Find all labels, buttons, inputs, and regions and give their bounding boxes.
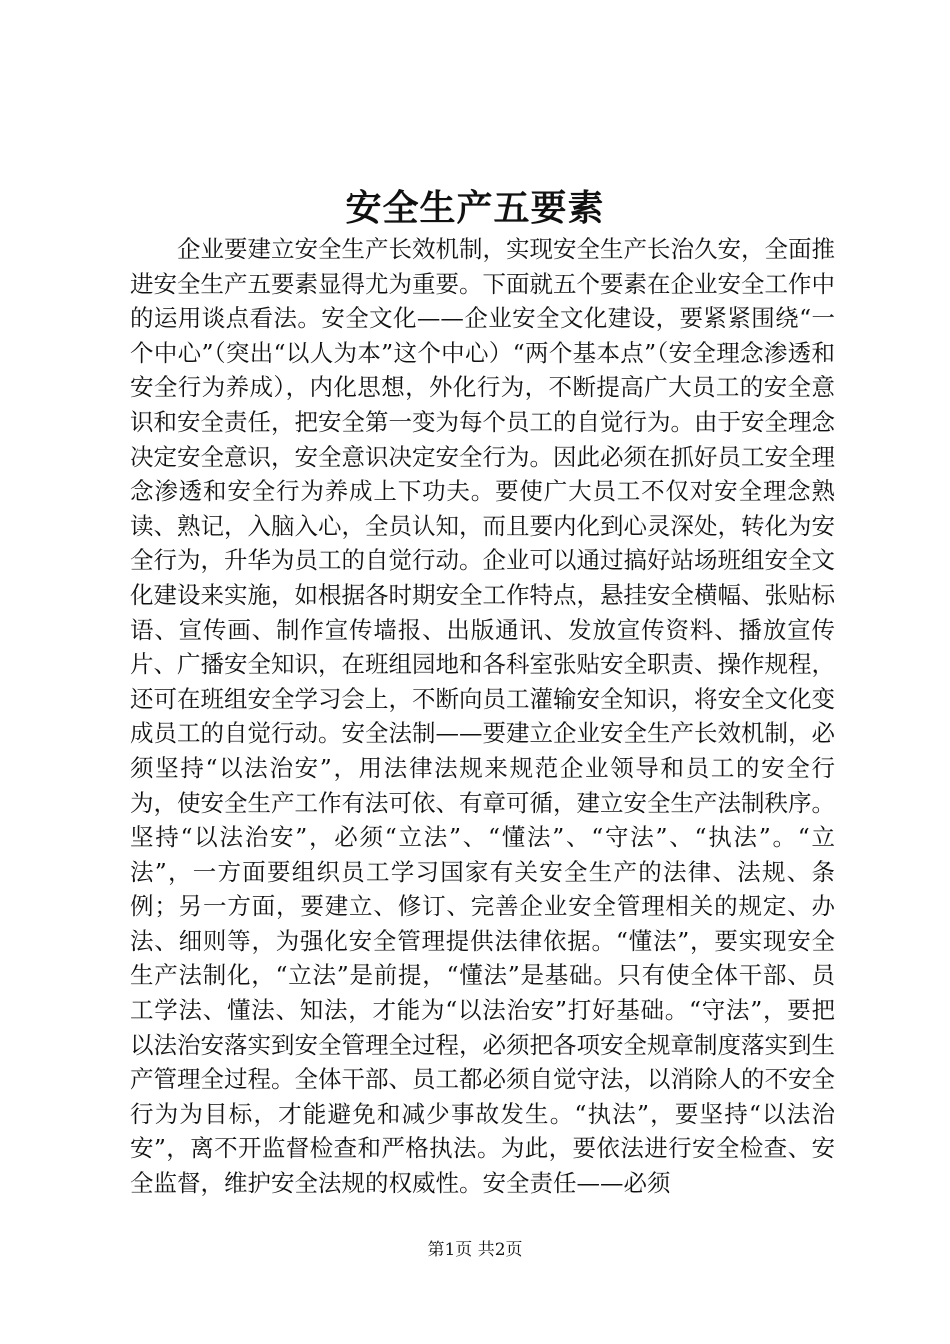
document-title: 安全生产五要素 xyxy=(345,187,605,229)
document-body: 企业要建立安全生产长效机制，实现安全生产长治久安，全面推进安全生产五要素显得尤为重要。下面就五个要素在企业安全工作中的运用谈点看法。安全文化——企业安全文化建设，要紧紧围绕“一个中心”（突出“以人为本”这个中心）“两个基本点”（安全理念渗透和安全行为养成），内化思想，外化行为，不断提高广大员工的安全意识和安全责任，把安全第一变为每个员工的自觉行为。由于安全理念决定安全意识，安全意识决定安全行为。因此必须在抓好员工安全理念渗透和安全行为养成上下功夫。要使广大员工不仅对安全理念熟读、熟记，入脑入心，全员认知，而且要内化到心灵深处，转化为安全行为，升华为员工的自觉行动。企业可以通过搞好站场班组安全文化建设来实施，如根据各时期安全工作特点，悬挂安全横幅、张贴标语、宣传画、制作宣传墙报、出版通讯、发放宣传资料、播放宣传片、广播安全知识，在班组园地和各科室张贴安全职责、操作规程，还可在班组安全学习会上，不断向员工灌输安全知识，将安全文化变成员工的自觉行动。安全法制——要建立企业安全生产长效机制，必须坚持“以法治安”，用法律法规来规范企业领导和员工的安全行为，使安全生产工作有法可依、有章可循，建立安全生产法制秩序。坚持“以法治安”，必须“立法”、“懂法”、“守法”、“执法”。“立法”，一方面要组织员工学习国家有关安全生产的法律、法规、条例；另一方面，要建立、修订、完善企业安全管理相关的规定、办法、细则等，为强化安全管理提供法律依据。“懂法”，要实现安全生产法制化，“立法”是前提，“懂法”是基础。只有使全体干部、员工学法、懂法、知法，才能为“以法治安”打好基础。“守法”，要把以法治安落实到安全管理全过程，必须把各项安全规章制度落实到生产管理全过程。全体干部、员工都必须自觉守法，以消除人的不安全行为为目标，才能避免和减少事故发生。“执法”，要坚持“以法治安”，离不开监督检查和严格执法。为此，要依法进行安全检查、安全监督，维护安全法规的权威性。安全责任——必须 xyxy=(130,235,835,1198)
page-footer: 第1页 共2页 xyxy=(427,1240,523,1260)
